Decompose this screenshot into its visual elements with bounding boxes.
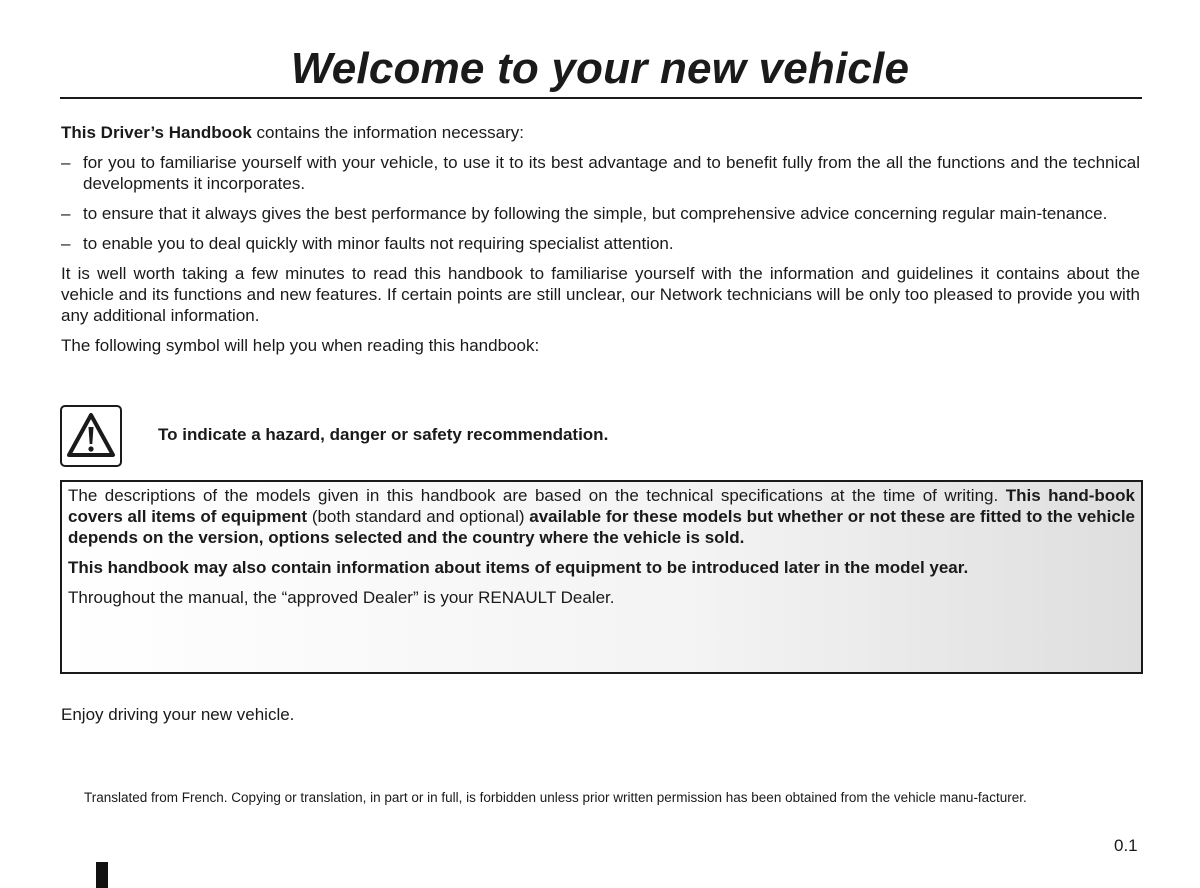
purpose-list xyxy=(61,152,1140,254)
symbol-intro-paragraph: The following symbol will help you when reading this handbook: xyxy=(61,336,540,355)
notice-paragraph xyxy=(68,557,1135,578)
notice-bold-text: This handbook may also contain information about items of equipment to be introduced later in the model year. xyxy=(68,558,969,577)
page-title: Welcome to your new vehicle xyxy=(290,44,910,93)
intro-section xyxy=(61,122,1140,365)
worth-reading-paragraph: It is well worth taking a few minutes to read this handbook to familiarise yourself with the information and guidelines it contains about the vehicle and its functions and new features. If certain points are still unclear, our Network technicians will be only too pleased to provide you with any additional information. xyxy=(61,264,1140,325)
copyright-footnote: Translated from French. Copying or translation, in part or in full, is forbidden unless prior written permission has been obtained from the vehicle manu-facturer. xyxy=(84,790,1027,805)
notice-bold-text: This hand-book covers all items of equipment xyxy=(68,486,1136,526)
closing-text: Enjoy driving your new vehicle. xyxy=(61,705,295,724)
list-item xyxy=(61,233,1140,254)
hazard-legend-text: To indicate a hazard, danger or safety recommendation. xyxy=(158,425,609,444)
dash-bullet: – xyxy=(61,153,71,172)
notice-bold-text: available for these models but whether or not these are fitted to the vehicle depends on the version, options selected and the country where the vehicle is sold. xyxy=(68,507,1135,547)
list-item-text: to ensure that it always gives the best performance by following the simple, but comprehensive advice concerning regular main-tenance. xyxy=(83,204,1108,223)
notice-paragraph xyxy=(68,485,1135,548)
dash-bullet: – xyxy=(61,234,71,253)
title-divider xyxy=(60,97,1142,99)
warning-triangle-icon xyxy=(60,405,122,467)
notice-paragraph: Throughout the manual, the “approved Dealer” is your RENAULT Dealer. xyxy=(68,588,615,607)
list-item xyxy=(61,152,1140,194)
page-edge-marker xyxy=(96,862,108,888)
intro-text: contains the information necessary: xyxy=(251,123,524,142)
notice-text: The descriptions of the models given in this handbook are based on the technical specifications at the time of writing. xyxy=(68,486,1006,505)
model-notice-box xyxy=(60,480,1143,674)
list-item-text: for you to familiarise yourself with your vehicle, to use it to its best advantage and to benefit fully from the all the functions and the technical developments it incorporates. xyxy=(83,153,1140,193)
notice-text: (both standard and optional) xyxy=(307,507,530,526)
dash-bullet: – xyxy=(61,204,71,223)
page-number: 0.1 xyxy=(1114,836,1138,855)
handbook-name: This Driver’s Handbook xyxy=(61,123,252,142)
hazard-legend xyxy=(60,405,1140,467)
intro-paragraph xyxy=(61,122,1140,143)
list-item-text: to enable you to deal quickly with minor faults not requiring specialist attention. xyxy=(83,234,674,253)
list-item xyxy=(61,203,1140,224)
